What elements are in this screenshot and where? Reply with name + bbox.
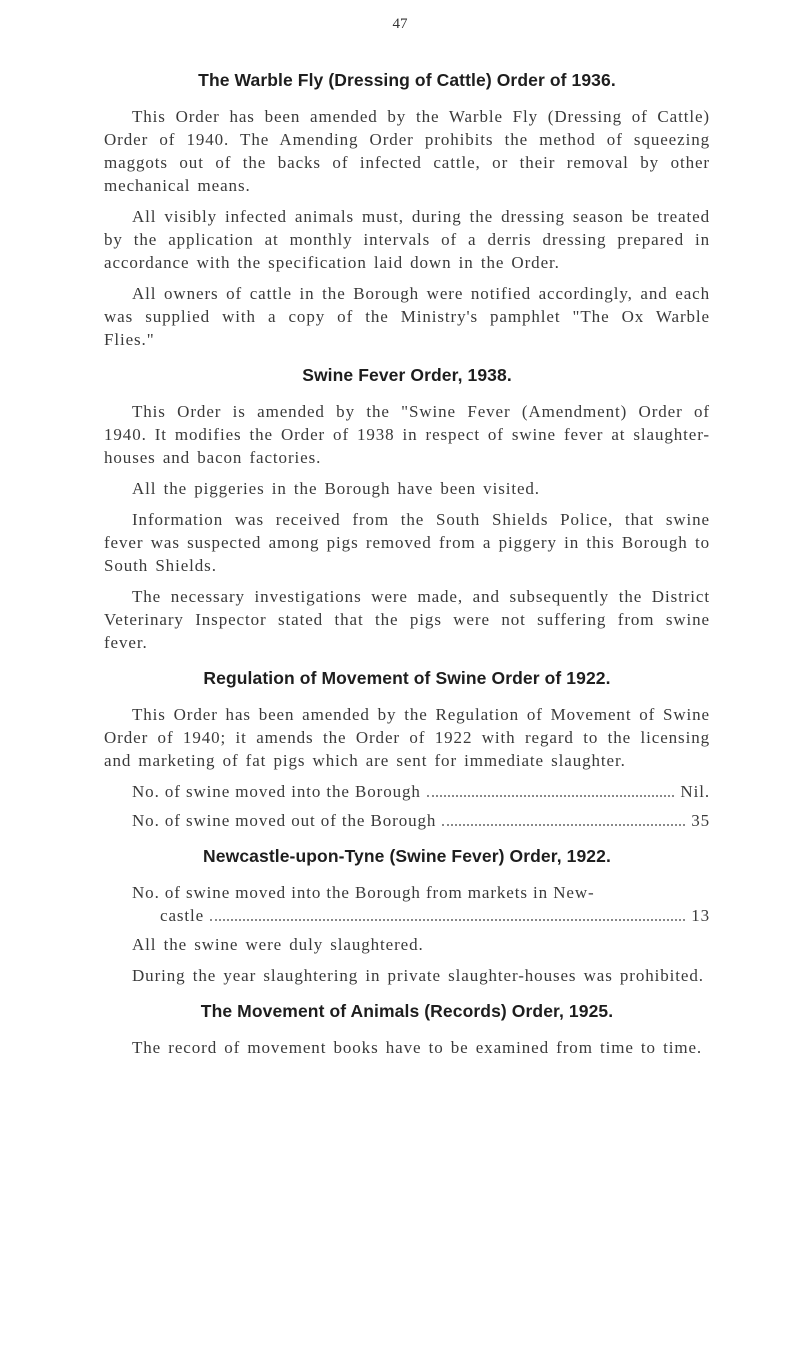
section-swine-fever (104, 365, 710, 654)
section-regulation-movement-swine (104, 668, 710, 832)
section-heading: Swine Fever Order, 1938. (302, 365, 512, 385)
paragraph: Information was received from the South Shields Police, that swine fever was suspected among pigs removed from a piggery in this Borough to South Shields. (104, 510, 710, 575)
stat-value: 13 (691, 906, 710, 925)
stat-row-swine-from-newcastle (132, 881, 710, 927)
stat-label: No. of swine moved into the Borough (132, 782, 421, 801)
section-heading: The Warble Fly (Dressing of Cattle) Order of 1936. (198, 70, 616, 90)
paragraph: The record of movement books have to be examined from time to time. (132, 1038, 703, 1057)
section-movement-animals-records (104, 1001, 710, 1059)
section-warble-fly (104, 70, 710, 351)
stat-row-swine-moved-in (132, 780, 710, 803)
section-heading: Regulation of Movement of Swine Order of 1922. (203, 668, 611, 688)
paragraph: All owners of cattle in the Borough were notified accordingly, and each was supplied with a copy of the Ministry's pamphlet "The Ox Warble Flies." (104, 284, 710, 349)
stat-continuation (132, 904, 710, 927)
stat-value: Nil. (680, 782, 710, 801)
paragraph: The necessary investigations were made, and subsequently the District Veterinary Inspector stated that the pigs were not suffering from swine fever. (104, 587, 710, 652)
stat-label: No. of swine moved out of the Borough (132, 811, 437, 830)
stat-value: 35 (691, 811, 710, 830)
dot-leader (427, 794, 675, 797)
paragraph: During the year slaughtering in private slaughter-houses was prohibited. (132, 966, 704, 985)
paragraph: All the piggeries in the Borough have been visited. (132, 479, 540, 498)
paragraph: This Order has been amended by the Regulation of Movement of Swine Order of 1940; it amends the Order of 1922 with regard to the licensing and marketing of fat pigs which are sent for immediate slaughter. (104, 705, 710, 770)
paragraph: All the swine were duly slaughtered. (132, 935, 424, 954)
section-newcastle-swine-fever (104, 846, 710, 987)
paragraph: This Order has been amended by the Warble Fly (Dressing of Cattle) Order of 1940. The Amending Order prohibits the method of squeezing maggots out of the backs of infected cattle, or their removal by other mechanical means. (104, 107, 710, 195)
stat-row-swine-moved-out (132, 809, 710, 832)
paragraph: All visibly infected animals must, during the dressing season be treated by the application at monthly intervals of a derris dressing prepared in accordance with the specification laid down in the Order. (104, 207, 710, 272)
stat-label-continued: castle (160, 906, 205, 925)
dot-leader (210, 918, 685, 921)
paragraph: This Order is amended by the "Swine Fever (Amendment) Order of 1940. It modifies the Order of 1938 in respect of swine fever at slaughter-houses and bacon factories. (104, 402, 710, 467)
section-heading: The Movement of Animals (Records) Order, 1925. (200, 1001, 614, 1021)
page-number: 47 (392, 16, 408, 32)
stat-label: No. of swine moved into the Borough from markets in New- (132, 883, 595, 902)
dot-leader (442, 823, 685, 826)
section-heading: Newcastle-upon-Tyne (Swine Fever) Order, 1922. (203, 846, 611, 866)
page-content (104, 70, 710, 1073)
